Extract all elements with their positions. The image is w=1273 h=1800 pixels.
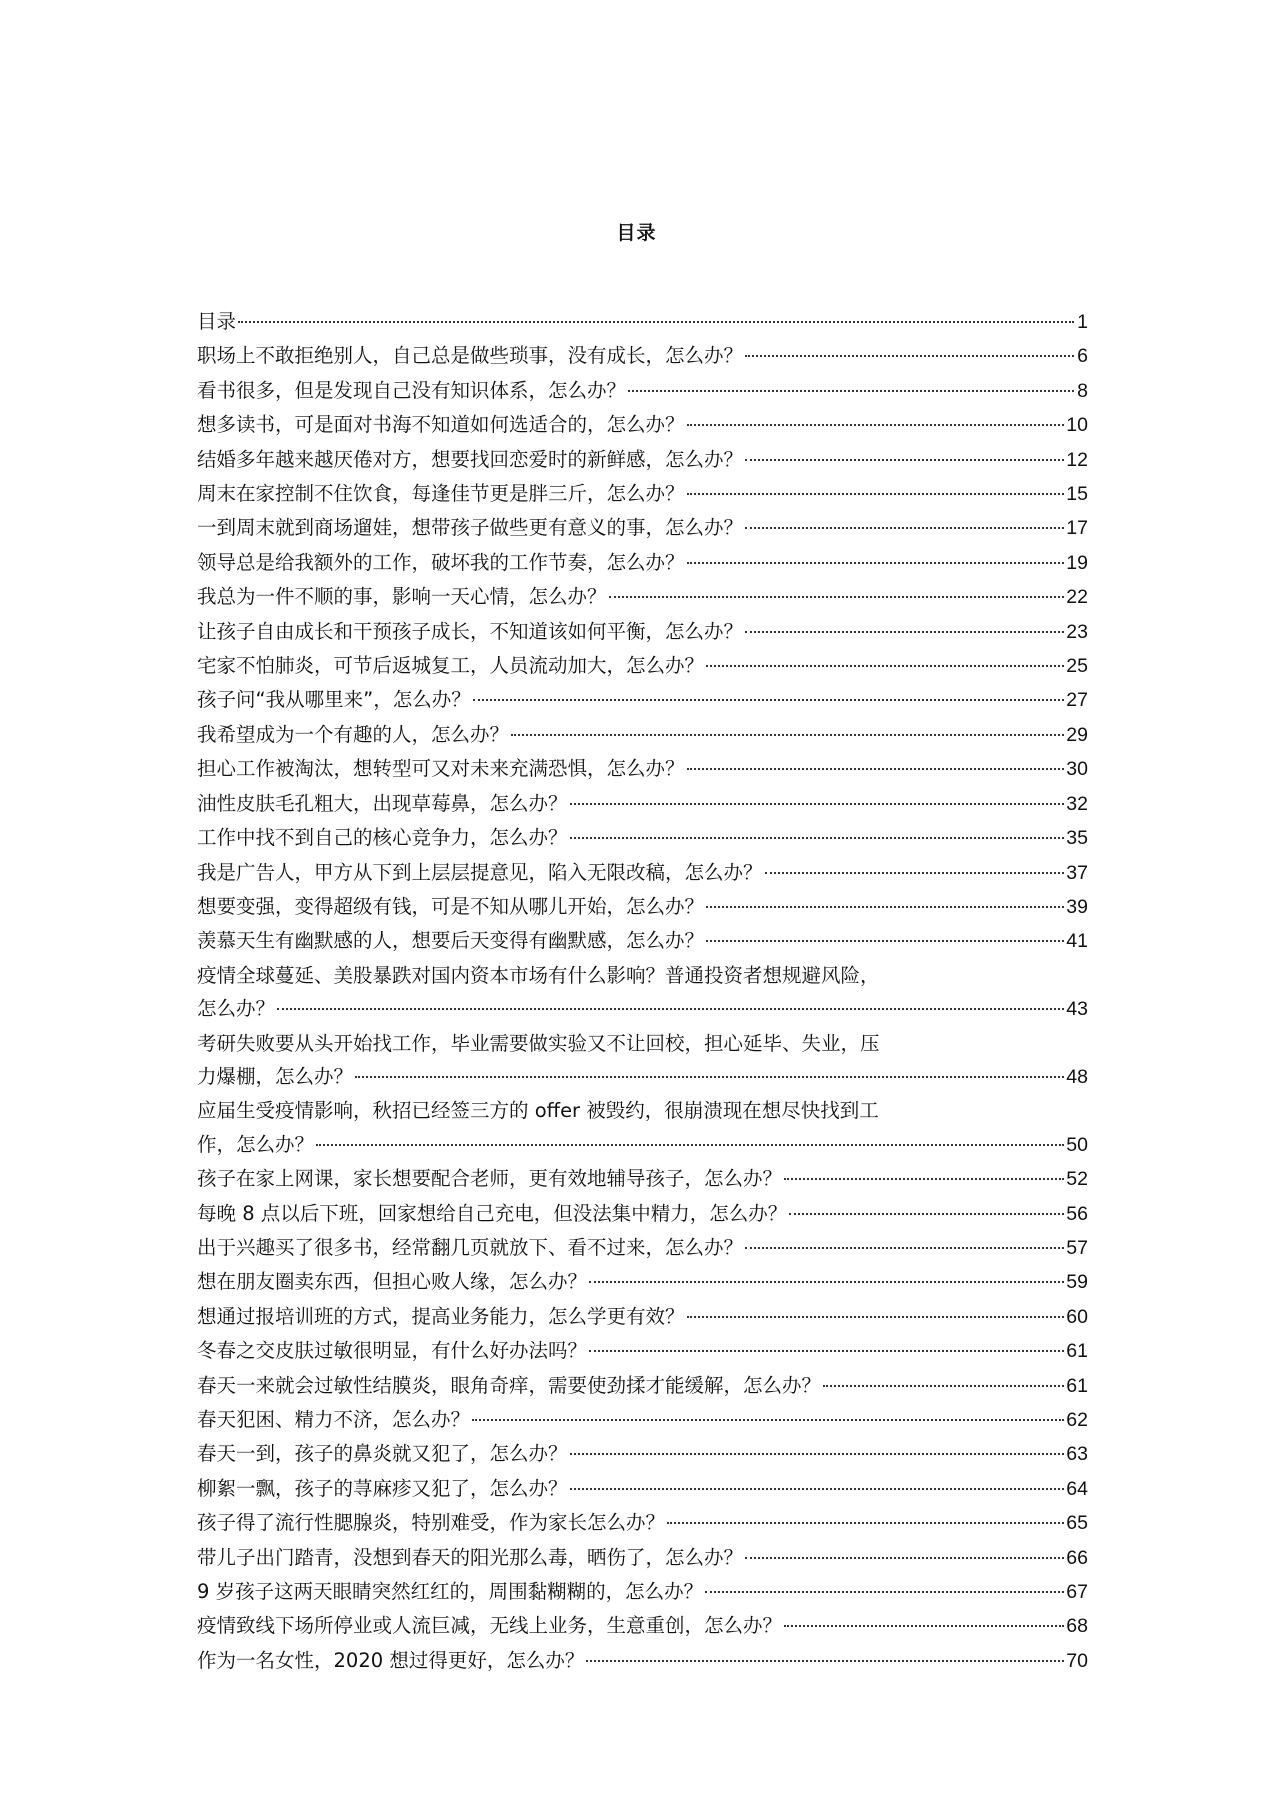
toc-entry-title: 结婚多年越来越厌倦对方，想要找回恋爱时的新鲜感，怎么办？ (197, 447, 744, 471)
toc-line (197, 1369, 1088, 1403)
toc-entry[interactable] (197, 1094, 1088, 1162)
toc-page-number: 48 (1066, 1065, 1088, 1088)
toc-page-number: 39 (1066, 895, 1088, 918)
toc-page-number: 30 (1066, 758, 1088, 781)
toc-line (197, 1437, 1088, 1471)
dot-leader (277, 1008, 1064, 1010)
toc-page-number: 43 (1066, 998, 1088, 1021)
toc-line (197, 546, 1088, 580)
toc-entry-title: 周末在家控制不住饮食，每逢佳节更是胖三斤，怎么办？ (197, 482, 685, 506)
toc-page-number: 17 (1066, 517, 1088, 540)
toc-entry-title: 想要变强，变得超级有钱，可是不知从哪儿开始，怎么办？ (197, 894, 705, 918)
toc-entry[interactable] (197, 1334, 1088, 1368)
toc-entry[interactable] (197, 408, 1088, 442)
dot-leader (589, 1281, 1064, 1283)
toc-page-number: 60 (1066, 1305, 1088, 1328)
toc-entry-title: 考研失败要从头开始找工作，毕业需要做实验又不让回校，担心延毕、失业，压 (197, 1031, 880, 1055)
toc-line (197, 477, 1088, 511)
dot-leader (667, 1522, 1064, 1524)
toc-entry-title: 工作中找不到自己的核心竞争力，怎么办？ (197, 826, 568, 850)
toc-entry[interactable] (197, 1541, 1088, 1575)
toc-entry[interactable] (197, 1437, 1088, 1471)
toc-page-number: 57 (1066, 1236, 1088, 1259)
page-title: 目录 (616, 222, 657, 244)
toc-page-number: 67 (1066, 1581, 1088, 1604)
toc-entry[interactable] (197, 615, 1088, 649)
toc-page-number: 37 (1066, 861, 1088, 884)
toc-page-number: 56 (1066, 1202, 1088, 1225)
toc-entry-title: 担心工作被淘汰，想转型可又对未来充满恐惧，怎么办？ (197, 757, 685, 781)
toc-line (197, 787, 1088, 821)
toc-page-number: 25 (1066, 655, 1088, 678)
toc-line (197, 1060, 1088, 1094)
toc-entry[interactable] (197, 718, 1088, 752)
dot-leader (706, 940, 1064, 942)
dot-leader (570, 837, 1065, 839)
toc-line (197, 1265, 1088, 1299)
toc-line (197, 1506, 1088, 1540)
toc-entry[interactable] (197, 856, 1088, 890)
toc-page-number: 1 (1077, 311, 1088, 333)
toc-entry-title: 每晚 8 点以后下班，回家想给自己充电，但没法集中精力，怎么办？ (197, 1201, 788, 1225)
toc-entry-title: 让孩子自由成长和干预孩子成长，不知道该如何平衡，怎么办？ (197, 619, 744, 643)
dot-leader (628, 390, 1074, 392)
dot-leader (687, 768, 1065, 770)
toc-entry[interactable] (197, 1300, 1088, 1334)
toc-entry[interactable] (197, 1644, 1088, 1678)
toc-line (197, 1644, 1088, 1678)
toc-line (197, 1541, 1088, 1575)
toc-entry-title: 春天一到，孩子的鼻炎就又犯了，怎么办？ (197, 1442, 568, 1466)
toc-entry-title: 羡慕天生有幽默感的人，想要后天变得有幽默感，怎么办？ (197, 929, 705, 953)
toc-entry-title: 想在朋友圈卖东西，但担心败人缘，怎么办？ (197, 1270, 588, 1294)
toc-line (197, 1334, 1088, 1368)
toc-page-number: 19 (1066, 551, 1088, 574)
toc-entry-title: 领导总是给我额外的工作，破坏我的工作节奏，怎么办？ (197, 550, 685, 574)
dot-leader (687, 1316, 1065, 1318)
toc-page-number: 59 (1066, 1271, 1088, 1294)
dot-leader (316, 1144, 1064, 1146)
toc-entry[interactable] (197, 1197, 1088, 1231)
toc-entry[interactable] (197, 924, 1088, 958)
toc-entry-title: 看书很多，但是发现自己没有知识体系，怎么办？ (197, 378, 627, 402)
toc-entry[interactable] (197, 477, 1088, 511)
toc-entry[interactable] (197, 649, 1088, 683)
toc-line (197, 1162, 1088, 1196)
dot-leader (609, 596, 1065, 598)
toc-entry[interactable] (197, 1506, 1088, 1540)
toc-page-number: 8 (1077, 379, 1088, 402)
toc-entry-title: 目录 (197, 310, 237, 333)
toc-entry[interactable] (197, 752, 1088, 786)
toc-entry[interactable] (197, 1162, 1088, 1196)
toc-page-number: 15 (1066, 483, 1088, 506)
dot-leader (687, 562, 1065, 564)
toc-entry-title: 疫情致线下场所停业或人流巨减，无线上业务，生意重创，怎么办？ (197, 1614, 783, 1638)
toc-entry-title: 春天犯困、精力不济，怎么办？ (197, 1408, 471, 1431)
toc-line (197, 1197, 1088, 1231)
toc-page-number: 29 (1066, 723, 1088, 746)
toc-line (197, 1231, 1088, 1265)
toc-page-number: 27 (1066, 689, 1088, 712)
toc-page-number: 50 (1066, 1133, 1088, 1156)
toc-entry[interactable] (197, 683, 1088, 717)
toc-line (197, 856, 1088, 890)
toc-page-number: 41 (1066, 930, 1088, 953)
toc-page-number: 61 (1066, 1374, 1088, 1397)
dot-leader (745, 631, 1064, 633)
toc-page-number: 70 (1066, 1649, 1088, 1672)
toc-entry-title: 冬春之交皮肤过敏很明显，有什么好办法吗？ (197, 1339, 588, 1363)
toc-line (197, 443, 1088, 477)
dot-leader (784, 1625, 1064, 1627)
toc-page-number: 66 (1066, 1546, 1088, 1569)
dot-leader (745, 527, 1064, 529)
toc-entry[interactable] (197, 1369, 1088, 1403)
dot-leader (784, 1178, 1064, 1180)
dot-leader (789, 1213, 1064, 1215)
toc-entry-title: 应届生受疫情影响，秋招已经签三方的 offer 被毁约，很崩溃现在想尽快找到工 (197, 1099, 879, 1123)
toc-entry-title: 我是广告人，甲方从下到上层层提意见，陷入无限改稿，怎么办？ (197, 860, 763, 884)
dot-leader (238, 321, 1074, 323)
dot-leader (589, 1350, 1064, 1352)
toc-line (197, 511, 1088, 545)
toc-entry[interactable] (197, 959, 1088, 1027)
toc-entry[interactable] (197, 1027, 1088, 1095)
dot-leader (745, 1557, 1064, 1559)
toc-entry[interactable] (197, 1265, 1088, 1299)
toc-entry[interactable] (197, 339, 1088, 373)
toc-entry[interactable] (197, 511, 1088, 545)
toc-page-number: 52 (1066, 1168, 1088, 1191)
toc-entry[interactable] (197, 374, 1088, 408)
toc-line (197, 1403, 1088, 1437)
toc-entry-title: 宅家不怕肺炎，可节后返城复工，人员流动加大，怎么办？ (197, 654, 705, 678)
toc-entry-title: 孩子在家上网课，家长想要配合老师，更有效地辅导孩子，怎么办？ (197, 1167, 783, 1191)
dot-leader (706, 906, 1064, 908)
dot-leader (511, 734, 1064, 736)
toc-line (197, 718, 1088, 752)
toc-page-number: 32 (1066, 792, 1088, 815)
toc-entry-title: 柳絮一飘，孩子的荨麻疹又犯了，怎么办？ (197, 1476, 568, 1500)
toc-page-number: 10 (1066, 414, 1088, 437)
toc-entry[interactable] (197, 787, 1088, 821)
toc-page-number: 35 (1066, 827, 1088, 850)
toc-entry-title-continued: 力爆棚，怎么办？ (197, 1064, 354, 1088)
toc-entry-title-continued: 作，怎么办？ (197, 1132, 315, 1156)
toc-entry-title: 作为一名女性，2020 想过得更好，怎么办？ (197, 1648, 585, 1672)
toc-entry-title: 一到周末就到商场遛娃，想带孩子做些更有意义的事，怎么办？ (197, 516, 744, 540)
toc-entry[interactable] (197, 1472, 1088, 1506)
toc-entry-title: 想通过报培训班的方式，提高业务能力，怎么学更有效？ (197, 1304, 685, 1328)
dot-leader (706, 665, 1064, 667)
toc-entry[interactable] (197, 1575, 1088, 1609)
toc-entry[interactable] (197, 1231, 1088, 1265)
dot-leader (472, 1419, 1064, 1421)
toc-entry-title: 职场上不敢拒绝别人，自己总是做些琐事，没有成长，怎么办？ (197, 344, 744, 368)
toc-line (197, 890, 1088, 924)
toc-line (197, 683, 1088, 717)
toc-page-number: 61 (1066, 1340, 1088, 1363)
dot-leader (765, 872, 1065, 874)
toc-page-number: 65 (1066, 1512, 1088, 1535)
toc-line (197, 821, 1088, 855)
toc-line (197, 1575, 1088, 1609)
toc-line (197, 992, 1088, 1026)
toc-line (197, 580, 1088, 614)
dot-leader (745, 459, 1064, 461)
toc-page-number: 22 (1066, 586, 1088, 609)
toc-entry-title: 出于兴趣买了很多书，经常翻几页就放下、看不过来，怎么办？ (197, 1235, 744, 1259)
table-of-contents (197, 305, 1088, 1678)
toc-entry-title: 带儿子出门踏青，没想到春天的阳光那么毒，晒伤了，怎么办？ (197, 1545, 744, 1569)
toc-line (197, 924, 1088, 958)
toc-line (197, 1300, 1088, 1334)
toc-entry-title: 我总为一件不顺的事，影响一天心情，怎么办？ (197, 585, 607, 609)
dot-leader (705, 1591, 1064, 1593)
toc-line (197, 752, 1088, 786)
toc-page-number: 64 (1066, 1477, 1088, 1500)
toc-page-number: 12 (1066, 448, 1088, 471)
toc-page-number: 63 (1066, 1443, 1088, 1466)
toc-entry[interactable] (197, 580, 1088, 614)
toc-entry-title: 油性皮肤毛孔粗大，出现草莓鼻，怎么办？ (197, 791, 568, 815)
toc-entry-title: 我希望成为一个有趣的人，怎么办？ (197, 722, 510, 746)
dot-leader (687, 424, 1065, 426)
toc-line (197, 1472, 1088, 1506)
dot-leader (745, 355, 1074, 357)
dot-leader (687, 493, 1065, 495)
dot-leader (745, 1247, 1064, 1249)
dot-leader (355, 1076, 1064, 1078)
toc-entry[interactable] (197, 546, 1088, 580)
toc-line (197, 1609, 1088, 1643)
toc-entry[interactable] (197, 1609, 1088, 1643)
toc-entry-title: 春天一来就会过敏性结膜炎，眼角奇痒，需要使劲揉才能缓解，怎么办？ (197, 1373, 822, 1397)
toc-line (197, 374, 1088, 408)
toc-page-number: 23 (1066, 620, 1088, 643)
toc-entry-title: 9 岁孩子这两天眼睛突然红红的，周围黏糊糊的，怎么办？ (197, 1580, 704, 1604)
dot-leader (570, 1488, 1065, 1490)
toc-entry[interactable] (197, 305, 1088, 339)
toc-line (197, 615, 1088, 649)
toc-entry-title: 孩子问“我从哪里来”，怎么办？ (197, 688, 471, 712)
toc-entry-title: 孩子得了流行性腮腺炎，特别难受，作为家长怎么办？ (197, 1511, 666, 1535)
toc-line (197, 339, 1088, 373)
toc-line (197, 649, 1088, 683)
toc-entry[interactable] (197, 821, 1088, 855)
toc-line (197, 408, 1088, 442)
toc-entry-title: 疫情全球蔓延、美股暴跌对国内资本市场有什么影响？普通投资者想规避风险， (197, 963, 880, 987)
toc-entry[interactable] (197, 890, 1088, 924)
dot-leader (823, 1385, 1064, 1387)
toc-page-number: 62 (1066, 1409, 1088, 1431)
dot-leader (473, 699, 1065, 701)
toc-page-number: 68 (1066, 1615, 1088, 1638)
dot-leader (586, 1660, 1064, 1662)
dot-leader (570, 1453, 1065, 1455)
toc-entry-title: 想多读书，可是面对书海不知道如何选适合的，怎么办？ (197, 413, 685, 437)
toc-entry[interactable] (197, 443, 1088, 477)
toc-line (197, 305, 1088, 339)
dot-leader (570, 803, 1065, 805)
toc-entry[interactable] (197, 1403, 1088, 1437)
toc-page-number: 6 (1077, 345, 1088, 368)
toc-entry-title-continued: 怎么办？ (197, 997, 276, 1021)
toc-line (197, 1128, 1088, 1162)
